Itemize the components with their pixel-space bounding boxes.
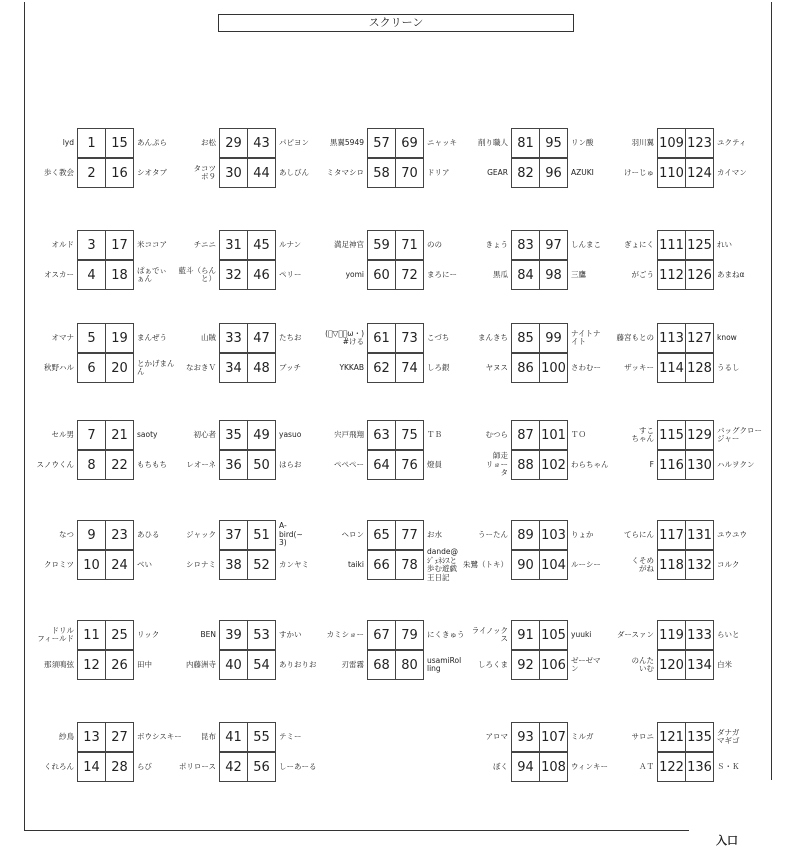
seat-number[interactable]: 67 (367, 620, 396, 650)
seat-name-left: ポリロース (178, 761, 216, 771)
seat-name-left: 那須鳴弦 (44, 659, 74, 669)
seat-number[interactable]: 87 (511, 420, 540, 450)
seat-number[interactable]: 19 (105, 323, 134, 353)
seat-name-left: 羽川翼 (631, 137, 654, 147)
seat-number[interactable]: 52 (247, 550, 276, 580)
seat-name-left: 藤宮もとの (616, 332, 654, 342)
seat-number[interactable]: 86 (511, 353, 540, 383)
seat-name-left: なおきＶ (186, 362, 216, 372)
seat-number[interactable]: 74 (395, 353, 424, 383)
seat-number[interactable]: 107 (539, 722, 568, 752)
seat-number[interactable]: 9 (77, 520, 106, 550)
seat-name-right: usamiRol ling (427, 655, 462, 673)
seat-name-right: ユウユウ (717, 529, 747, 539)
seat-number[interactable]: 15 (105, 128, 134, 158)
seat-number[interactable]: 88 (511, 450, 540, 480)
seat-number[interactable]: 60 (367, 260, 396, 290)
seat-number[interactable]: 96 (539, 158, 568, 188)
seat-name-left: しろくま (478, 659, 508, 669)
seat-name-right: パピヨン (279, 137, 309, 147)
seat-name-right: お水 (427, 529, 442, 539)
seat-number[interactable]: 45 (247, 230, 276, 260)
seat-name-right: あひる (137, 529, 160, 539)
seat-name-left: 藍斗（らん と） (178, 265, 216, 283)
seat-number[interactable]: 24 (105, 550, 134, 580)
seat-number[interactable]: 8 (77, 450, 106, 480)
seat-number[interactable]: 17 (105, 230, 134, 260)
seat-name-left: けーじゅ (624, 167, 654, 177)
seat-name-right: こづち (427, 332, 450, 342)
seat-number[interactable]: 84 (511, 260, 540, 290)
seat-number[interactable]: 47 (247, 323, 276, 353)
seat-name-left: がごう (631, 269, 654, 279)
seat-number[interactable]: 102 (539, 450, 568, 480)
seat-number[interactable]: 30 (219, 158, 248, 188)
seat-number[interactable]: 104 (539, 550, 568, 580)
seat-number[interactable]: 90 (511, 550, 540, 580)
seat-name-left: シロナミ (186, 559, 216, 569)
seat-name-right: さわむー (571, 362, 601, 372)
seat-number[interactable]: 99 (539, 323, 568, 353)
seat-number[interactable]: 25 (105, 620, 134, 650)
seat-name-left: 内藤洲寺 (186, 659, 216, 669)
seat-name-right: AZUKI (571, 167, 594, 177)
seat-name-left: レオーネ (186, 459, 216, 469)
seat-name-left: チニニ (193, 239, 216, 249)
seat-name-right: ダナガ マギゴ (717, 727, 740, 745)
seat-name-right: ナイトナ イト (571, 328, 601, 346)
seat-name-right: りょか (571, 529, 594, 539)
seat-number[interactable]: 34 (219, 353, 248, 383)
seat-name-left: ぎょにく (624, 239, 654, 249)
seat-name-right: リック (137, 629, 160, 639)
seat-number[interactable]: 94 (511, 752, 540, 782)
seat-number[interactable]: 103 (539, 520, 568, 550)
seat-name-left: クロミツ (44, 559, 74, 569)
seat-name-left: 満足神官 (334, 239, 364, 249)
seat-name-left: 削り職人 (478, 137, 508, 147)
seat-number[interactable]: 80 (395, 650, 424, 680)
seat-number[interactable]: 18 (105, 260, 134, 290)
seat-name-right: あしびん (279, 167, 309, 177)
seat-number[interactable]: 61 (367, 323, 396, 353)
seat-number[interactable]: 68 (367, 650, 396, 680)
seat-name-right: もちもち (137, 459, 167, 469)
seat-name-left: オマナ (51, 332, 74, 342)
seat-number[interactable]: 49 (247, 420, 276, 450)
seat-number[interactable]: 41 (219, 722, 248, 752)
seat-name-right: ユクティ (717, 137, 747, 147)
seat-name-left: くれろん (44, 761, 74, 771)
seat-name-left: カミショー (326, 629, 364, 639)
seat-name-left: アロマ (485, 731, 508, 741)
seat-name-left: F (649, 459, 654, 469)
seat-name-left: オルド (51, 239, 74, 249)
seat-name-left: GEAR (487, 167, 508, 177)
seat-name-right: しろ銀 (427, 362, 450, 372)
seat-name-right: テミー (279, 731, 302, 741)
seat-number[interactable]: 1 (77, 128, 106, 158)
seat-name-right: シオタブ (137, 167, 167, 177)
seat-number[interactable]: 66 (367, 550, 396, 580)
seat-name-right: ＴＯ (571, 429, 586, 439)
seat-number[interactable]: 134 (685, 650, 714, 680)
seat-name-right: のの (427, 239, 442, 249)
seat-number[interactable]: 23 (105, 520, 134, 550)
seat-number[interactable]: 11 (77, 620, 106, 650)
seat-name-left: yomi (345, 269, 364, 279)
seat-name-left: 朱鷺（トキ） (463, 559, 508, 569)
seat-number[interactable]: 119 (657, 620, 686, 650)
seat-name-left: 宍戸飛翔 (334, 429, 364, 439)
seat-number[interactable]: 40 (219, 650, 248, 680)
seat-number[interactable]: 42 (219, 752, 248, 782)
seat-name-right: saoty (137, 429, 158, 439)
seat-number[interactable]: 10 (77, 550, 106, 580)
seat-number[interactable]: 31 (219, 230, 248, 260)
seat-name-left: 黒翼5949 (329, 137, 364, 147)
seat-number[interactable]: 13 (77, 722, 106, 752)
seat-name-right: dande@ ｼﾞｪﾈｼｽと 歩む遊戯 王日記 (427, 547, 458, 582)
seat-number[interactable]: 95 (539, 128, 568, 158)
seat-name-left: ぺぺぺー (334, 459, 364, 469)
seat-name-right: ミルガ (571, 731, 594, 741)
seat-name-right: リン酸 (571, 137, 594, 147)
seat-number[interactable]: 32 (219, 260, 248, 290)
seat-number[interactable]: 62 (367, 353, 396, 383)
seat-number[interactable]: 53 (247, 620, 276, 650)
seat-name-right: ハルヲクン (717, 459, 755, 469)
seat-name-left: ヤヌス (485, 362, 508, 372)
seat-number[interactable]: 127 (685, 323, 714, 353)
seat-number[interactable]: 136 (685, 752, 714, 782)
seat-number[interactable]: 105 (539, 620, 568, 650)
seat-number[interactable]: 101 (539, 420, 568, 450)
seat-number[interactable]: 27 (105, 722, 134, 752)
seat-name-right: A- bird(~ 3) (279, 521, 303, 548)
seat-name-right: 三鷹 (571, 269, 586, 279)
seat-number[interactable]: 113 (657, 323, 686, 353)
seat-number[interactable]: 54 (247, 650, 276, 680)
seat-number[interactable]: 77 (395, 520, 424, 550)
seat-name-left: うーたん (478, 529, 508, 539)
entrance-label: 入口 (716, 834, 738, 847)
seat-number[interactable]: 75 (395, 420, 424, 450)
seat-number[interactable]: 3 (77, 230, 106, 260)
seat-name-right: まろにー (427, 269, 457, 279)
seat-number[interactable]: 124 (685, 158, 714, 188)
seat-number[interactable]: 109 (657, 128, 686, 158)
seat-name-left: スノウくん (36, 459, 74, 469)
seat-name-right: ニャッキ (427, 137, 457, 147)
seat-name-left: 昆布 (201, 731, 216, 741)
seat-number[interactable]: 122 (657, 752, 686, 782)
seat-number[interactable]: 112 (657, 260, 686, 290)
seat-number[interactable]: 51 (247, 520, 276, 550)
seat-name-left: サロニ (631, 731, 654, 741)
seat-name-left: ジャック (186, 529, 216, 539)
seat-number[interactable]: 106 (539, 650, 568, 680)
seat-number[interactable]: 78 (395, 550, 424, 580)
seat-number[interactable]: 111 (657, 230, 686, 260)
seat-name-right: べい (137, 559, 152, 569)
seat-number[interactable]: 36 (219, 450, 248, 480)
seat-name-left: 初心者 (193, 429, 216, 439)
seat-number[interactable]: 121 (657, 722, 686, 752)
seat-name-right: すかい (279, 629, 302, 639)
seat-number[interactable]: 55 (247, 722, 276, 752)
seat-number[interactable]: 64 (367, 450, 396, 480)
seat-name-left: 山賊 (201, 332, 216, 342)
seat-number[interactable]: 29 (219, 128, 248, 158)
seat-number[interactable]: 63 (367, 420, 396, 450)
seat-number[interactable]: 7 (77, 420, 106, 450)
seat-name-right: ゼーゼマ ン (571, 655, 601, 673)
seat-number[interactable]: 135 (685, 722, 714, 752)
seat-number[interactable]: 132 (685, 550, 714, 580)
seat-name-left: lyd (62, 137, 74, 147)
seat-number[interactable]: 56 (247, 752, 276, 782)
seat-name-left: taiki (347, 559, 364, 569)
seat-number[interactable]: 131 (685, 520, 714, 550)
seat-number[interactable]: 100 (539, 353, 568, 383)
seat-name-left: 刃雷霧 (341, 659, 364, 669)
seat-number[interactable]: 120 (657, 650, 686, 680)
seat-number[interactable]: 93 (511, 722, 540, 752)
seat-name-right: しんまこ (571, 239, 601, 249)
seat-number[interactable]: 76 (395, 450, 424, 480)
seat-name-left: ダースァン (616, 629, 654, 639)
seat-number[interactable]: 22 (105, 450, 134, 480)
seat-number[interactable]: 98 (539, 260, 568, 290)
seat-name-right: バッグクロー ジャー (717, 425, 762, 443)
seat-name-left: オスカー (44, 269, 74, 279)
seat-name-left: ぼく (493, 761, 508, 771)
seat-name-right: 田中 (137, 659, 152, 669)
seat-name-left: お松 (201, 137, 216, 147)
seat-name-left: 歩く教会 (44, 167, 74, 177)
seat-number[interactable]: 33 (219, 323, 248, 353)
seat-name-right: たちお (279, 332, 302, 342)
seat-name-right: Ｓ・Ｋ (717, 761, 740, 771)
seat-name-right: ブッチ (279, 362, 301, 372)
seat-name-right: ボウシスキー (137, 731, 182, 741)
seat-number[interactable]: 50 (247, 450, 276, 480)
seat-name-right: あんぷら (137, 137, 167, 147)
seat-name-left: のんた いむ (631, 655, 654, 673)
seat-name-right: yasuo (279, 429, 302, 439)
seat-number[interactable]: 69 (395, 128, 424, 158)
seat-number[interactable]: 89 (511, 520, 540, 550)
seat-name-right: ウィンキー (571, 761, 609, 771)
seat-number[interactable]: 129 (685, 420, 714, 450)
seat-name-right: ぱぁでぃ ぁん (137, 265, 167, 283)
seat-name-left: 師走 リョー タ (485, 451, 508, 478)
seat-name-right: ルナン (279, 239, 302, 249)
seat-number[interactable]: 128 (685, 353, 714, 383)
seat-number[interactable]: 83 (511, 230, 540, 260)
room-border-bottom (24, 830, 689, 831)
seat-number[interactable]: 21 (105, 420, 134, 450)
seat-number[interactable]: 82 (511, 158, 540, 188)
seat-number[interactable]: 91 (511, 620, 540, 650)
seat-number[interactable]: 5 (77, 323, 106, 353)
seat-number[interactable]: 2 (77, 158, 106, 188)
seat-number[interactable]: 118 (657, 550, 686, 580)
seat-number[interactable]: 48 (247, 353, 276, 383)
seat-name-left: てらにん (624, 529, 654, 539)
seat-number[interactable]: 117 (657, 520, 686, 550)
seat-name-left: ヘロン (341, 529, 364, 539)
seat-name-right: 米ココア (137, 239, 167, 249)
seat-name-right: yuuki (571, 629, 592, 639)
seat-number[interactable]: 125 (685, 230, 714, 260)
seat-name-left: ＡＴ (639, 761, 654, 771)
seat-name-left: 紗鳥 (59, 731, 74, 741)
seat-name-right: コルク (717, 559, 740, 569)
seat-name-right: ＴＢ (427, 429, 442, 439)
seat-number[interactable]: 115 (657, 420, 686, 450)
seat-number[interactable]: 79 (395, 620, 424, 650)
seat-name-right: うるし (717, 362, 740, 372)
seat-name-left: ライノック ス (471, 625, 508, 643)
room-border-left (24, 2, 25, 830)
seat-name-right: わらちゃん (571, 459, 609, 469)
seat-name-left: タコツ ボ９ (193, 163, 216, 181)
seat-number[interactable]: 133 (685, 620, 714, 650)
seat-number[interactable]: 12 (77, 650, 106, 680)
seat-number[interactable]: 6 (77, 353, 106, 383)
seat-number[interactable]: 85 (511, 323, 540, 353)
seat-name-right: ルーシー (571, 559, 601, 569)
seat-number[interactable]: 65 (367, 520, 396, 550)
seat-name-left: ミタマシロ (326, 167, 364, 177)
seat-name-right: カイマン (717, 167, 747, 177)
seat-name-right: らび (137, 761, 152, 771)
seat-number[interactable]: 46 (247, 260, 276, 290)
seat-number[interactable]: 108 (539, 752, 568, 782)
seat-number[interactable]: 16 (105, 158, 134, 188)
seat-name-right: らいと (717, 629, 740, 639)
seat-number[interactable]: 71 (395, 230, 424, 260)
seat-name-right: ありおりお (279, 659, 317, 669)
seat-name-left: 黒瓜 (493, 269, 508, 279)
seat-name-left: くそめ がね (631, 555, 654, 573)
seat-name-right: はらお (279, 459, 302, 469)
seat-number[interactable]: 73 (395, 323, 424, 353)
seat-number[interactable]: 126 (685, 260, 714, 290)
seat-name-right: とかげまん ん (137, 358, 175, 376)
seat-name-left: きょう (485, 239, 508, 249)
seat-number[interactable]: 70 (395, 158, 424, 188)
seat-number[interactable]: 28 (105, 752, 134, 782)
seat-name-left: 秋野ハル (44, 362, 74, 372)
seat-number[interactable]: 123 (685, 128, 714, 158)
seat-number[interactable]: 39 (219, 620, 248, 650)
seat-name-right: まんぜう (137, 332, 167, 342)
seat-number[interactable]: 81 (511, 128, 540, 158)
seat-name-left: すこ ちゃん (631, 425, 654, 443)
seat-name-left: まんきち (478, 332, 508, 342)
seat-name-right: カンヤミ (279, 559, 309, 569)
seat-number[interactable]: 72 (395, 260, 424, 290)
seat-number[interactable]: 37 (219, 520, 248, 550)
seat-number[interactable]: 26 (105, 650, 134, 680)
seat-name-left: YKKAB (339, 362, 364, 372)
seat-name-left: むつら (485, 429, 508, 439)
seat-number[interactable]: 4 (77, 260, 106, 290)
seat-number[interactable]: 14 (77, 752, 106, 782)
seat-name-right: know (717, 332, 737, 342)
seat-name-left: なつ (59, 529, 74, 539)
seat-name-right: 燈員 (427, 459, 442, 469)
seat-name-right: 白米 (717, 659, 732, 669)
seat-name-right: れい (717, 239, 732, 249)
seat-number[interactable]: 114 (657, 353, 686, 383)
seat-name-left: ドリル フィールド (37, 625, 74, 643)
seat-number[interactable]: 59 (367, 230, 396, 260)
seat-name-left: (ﾟ▽ﾟ・ω・) #ける (325, 328, 364, 346)
seat-number[interactable]: 130 (685, 450, 714, 480)
seat-name-right: しーあーる (279, 761, 317, 771)
screen-label: スクリーン (218, 14, 574, 32)
seat-name-right: ペリー (279, 269, 302, 279)
seat-name-left: セル男 (51, 429, 74, 439)
seat-name-right: ドリア (427, 167, 450, 177)
seat-name-left: ザッキー (624, 362, 654, 372)
seat-name-left: BEN (200, 629, 216, 639)
seat-name-right: あまねα (717, 269, 745, 279)
seat-number[interactable]: 116 (657, 450, 686, 480)
seat-number[interactable]: 97 (539, 230, 568, 260)
seat-number[interactable]: 43 (247, 128, 276, 158)
seat-number[interactable]: 92 (511, 650, 540, 680)
seat-number[interactable]: 44 (247, 158, 276, 188)
seat-number[interactable]: 58 (367, 158, 396, 188)
seat-number[interactable]: 20 (105, 353, 134, 383)
seat-name-right: にくきゅう (427, 629, 465, 639)
seat-number[interactable]: 110 (657, 158, 686, 188)
seat-number[interactable]: 57 (367, 128, 396, 158)
seat-number[interactable]: 38 (219, 550, 248, 580)
seat-number[interactable]: 35 (219, 420, 248, 450)
